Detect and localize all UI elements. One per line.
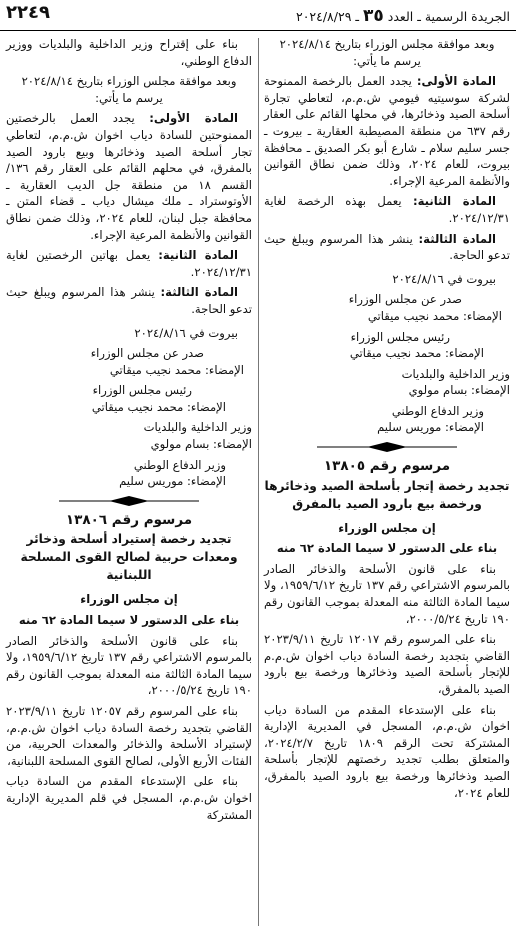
issued-by: صدر عن مجلس الوزراء — [348, 292, 462, 307]
article-1-label: المادة الأولى: — [149, 111, 238, 126]
preamble-3: بناء على الإستدعاء المقدم من السادة دياب اخوان ش.م.م، المسجل في قلم المديرية الإدارية المشتركة — [6, 774, 252, 822]
article-2-label: المادة الثانية: — [412, 194, 497, 209]
preamble-3: بناء على الإستدعاء المقدم من السادة دياب اخوان ش.م.م، المسجل في المديرية الإدارية المشتركة تحت الرقم ١٨٠٩ تاريخ ٢٠٢٤/٢/٧، والمتعلق بطلب تجديد رخصتهم للإتجار بأسلحة الصيد وذخائرها ورخصة بيع بارود الصيد بالمفرق، للعام ٢٠٢٤، — [264, 702, 510, 800]
right-column — [264, 36, 510, 801]
interior-minister-title: وزير الداخلية والبلديات — [143, 420, 252, 435]
section-separator — [317, 442, 457, 452]
decree-number: مرسوم رقم ١٣٨٠٦ — [65, 511, 193, 528]
defense-minister-title: وزير الدفاع الوطني — [391, 403, 484, 418]
approval-line: وبعد موافقة مجلس الوزراء بتاريخ ٢٠٢٤/٨/١٤ — [279, 37, 495, 51]
issue-date: ـ ٢٠٢٤/٨/٢٩ — [295, 9, 360, 24]
signature-interior: الإمضاء: بسام مولوي — [150, 437, 252, 452]
signature-pm-2: الإمضاء: محمد نجيب ميقاتي — [91, 399, 226, 414]
article-2 — [264, 193, 510, 226]
article-3-text: ينشر هذا المرسوم ويبلغ حيث تدعو الحاجة. — [264, 231, 510, 263]
left-column — [6, 36, 252, 823]
council-heading: إن مجلس الوزراء — [338, 520, 436, 535]
signature-pm-2: الإمضاء: محمد نجيب ميقاتي — [349, 346, 484, 361]
signature-interior: الإمضاء: بسام مولوي — [408, 383, 510, 398]
article-2 — [6, 247, 252, 280]
column-divider — [258, 38, 259, 926]
signature-defense: الإمضاء: موريس سليم — [119, 474, 226, 489]
preamble-2: بناء على المرسوم رقم ١٢٠٥٧ تاريخ ٢٠٢٣/٩/١١ القاضي بتجديد رخصة السادة دياب اخوان ش.م.م، لإستيراد الأسلحة والذخائر والمعدات الحربية، من الفئات الأربع الأولى، لصالح القوى المسلحة اللبنانية، — [6, 704, 252, 768]
page-header — [0, 0, 516, 31]
decree-title: تجديد رخصة إستيراد أسلحة وذخائر ومعدات حربية لصالح القوى المسلحة اللبنانية — [20, 532, 238, 583]
article-3-label: المادة الثالثة: — [418, 231, 497, 246]
article-2-text: يعمل بهذه الرخصة لغاية ٢٠٢٤/١٢/٣١. — [264, 194, 510, 225]
signature-defense: الإمضاء: موريس سليم — [377, 420, 484, 435]
constitution-clause: بناء على الدستور لا سيما المادة ٦٢ منه — [276, 541, 498, 556]
page-number: ٢٢٤٩ — [6, 2, 50, 23]
defense-minister-title: وزير الدفاع الوطني — [133, 457, 226, 472]
decree-number: مرسوم رقم ١٣٨٠٥ — [323, 458, 451, 475]
issue-number: ٣٥ — [363, 6, 384, 26]
decree-title: تجديد رخصة إتجار بأسلحة الصيد وذخائرها ورخصة بيع بارود الصيد بالمفرق — [264, 478, 510, 511]
decree-intro: يرسم ما يأتي: — [95, 90, 163, 105]
article-3 — [6, 284, 252, 317]
article-1-label: المادة الأولى: — [416, 74, 496, 89]
article-3-label: المادة الثالثة: — [160, 285, 239, 300]
council-heading: إن مجلس الوزراء — [80, 592, 178, 607]
proposal-continuation: بناء على إقتراح وزير الداخلية والبلديات ووزير الدفاع الوطني، — [6, 37, 252, 68]
section-separator — [59, 496, 199, 506]
gazette-name: الجريدة الرسمية ـ العدد — [387, 9, 510, 24]
decree-intro: يرسم ما يأتي: — [353, 53, 421, 68]
place-date: بيروت في ٢٠٢٤/٨/١٦ — [392, 271, 496, 286]
article-1 — [264, 73, 510, 189]
constitution-clause: بناء على الدستور لا سيما المادة ٦٢ منه — [18, 613, 240, 628]
pm-title: رئيس مجلس الوزراء — [350, 329, 450, 344]
gazette-title — [296, 6, 510, 26]
preamble-2: بناء على المرسوم رقم ١٢٠١٧ تاريخ ٢٠٢٣/٩/١١ القاضي بتجديد رخصة السادة دياب اخوان ش.م.م للإتجار بأسلحة الصيد وذخائرها ورخصة بيع بارود الصيد بالمفرق، — [264, 632, 510, 696]
article-1-text: يجدد العمل بالرخصتين الممنوحتين للسادة دياب اخوان ش.م.م، لتعاطي تجار أسلحة الصيد وذخائرها وبيع بارود الصيد بالمفرق، في محلهم القائم على العقار رقم ١٣٦/القسم ١٨ من منطقة جل الديب العقارية ـ الأوتوستراد ـ ملك ميشال دياب ـ قضاء المتن ـ محافظة جبل لبنان، للعام ٢٠٢٤، وذلك ضمن نطاق القوانين والأنظمة المرعية الإجراء. — [6, 111, 252, 242]
article-3-text: ينشر هذا المرسوم ويبلغ حيث تدعو الحاجة. — [6, 285, 252, 316]
pm-title: رئيس مجلس الوزراء — [92, 383, 192, 398]
issued-by: صدر عن مجلس الوزراء — [90, 346, 204, 361]
signature-pm-1: الإمضاء: محمد نجيب ميقاتي — [109, 362, 244, 377]
article-1-text: يجدد العمل بالرخصة الممنوحة لشركة سوسيتيه فيومي ش.م.م، لتعاطي تجارة أسلحة الصيد وذخائرها، في محلها القائم على العقار رقم ٦٣٧ من منطقة المصيطبة العقارية ـ بيروت ـ جسر سليم سلام ـ شارع أبو بكر الصديق ـ محافظة بيروت، للعام ٢٠٢٤، وذلك ضمن نطاق القوانين والأنظمة المرعية الإجراء. — [264, 74, 510, 188]
article-3 — [264, 231, 510, 264]
interior-minister-title: وزير الداخلية والبلديات — [401, 366, 510, 381]
article-2-text: يعمل بهاتين الرخصتين لغاية ٢٠٢٤/١٢/٣١. — [6, 248, 252, 279]
approval-line: وبعد موافقة مجلس الوزراء بتاريخ ٢٠٢٤/٨/١٤ — [21, 74, 237, 89]
preamble-1: بناء على قانون الأسلحة والذخائر الصادر بالمرسوم الاشتراعي رقم ١٣٧ تاريخ ١٩٥٩/٦/١٢، ولا سيما المادة الثالثة منه المعدلة بموجب القانون رقم ١٩٠ تاريخ ٢٠٠٠/٥/٢٤، — [264, 561, 510, 626]
signature-pm-1: الإمضاء: محمد نجيب ميقاتي — [367, 308, 502, 323]
preamble-1: بناء على قانون الأسلحة والذخائر الصادر بالمرسوم الاشتراعي رقم ١٣٧ تاريخ ١٩٥٩/٦/١٢، ولا سيما المادة الثالثة منه المعدلة بموجب القانون رقم ١٩٠ تاريخ ٢٠٠٠/٥/٢٤، — [6, 633, 252, 698]
article-1 — [6, 110, 252, 243]
article-2-label: المادة الثانية: — [158, 248, 239, 263]
place-date: بيروت في ٢٠٢٤/٨/١٦ — [134, 325, 238, 340]
